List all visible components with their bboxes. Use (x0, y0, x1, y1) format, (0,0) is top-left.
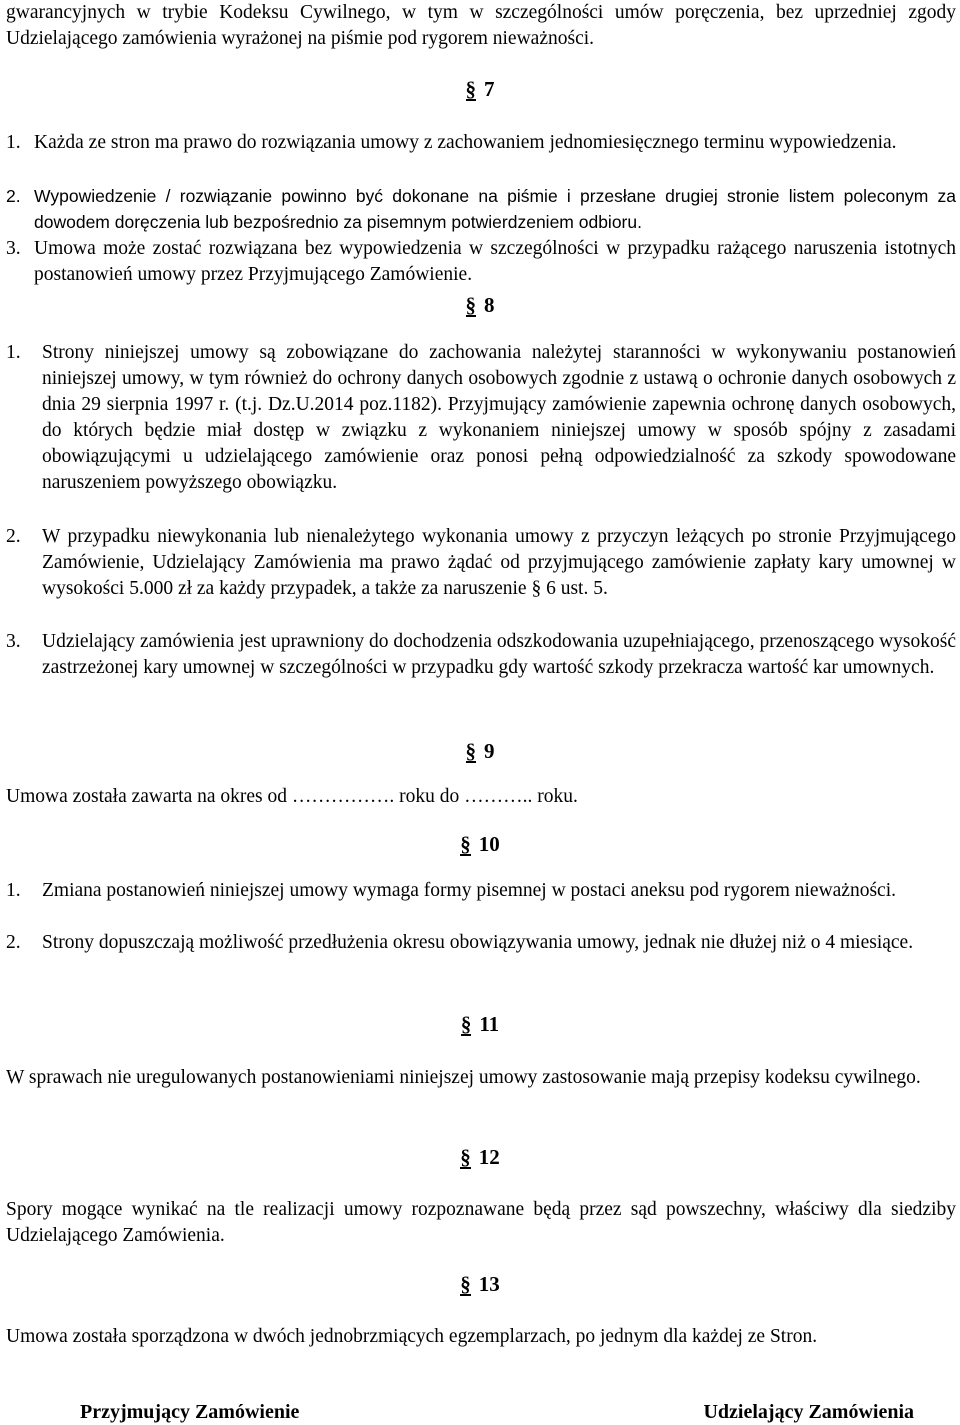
item-text: Udzielający zamówienia jest uprawniony do dochodzenia odszkodowania uzupełniającego, przenoszącego wysokość zastrzeżonej kary umownej w szczególności w przypadku gdy wartość szkody przekracza wartość kar umownych. (42, 631, 956, 678)
section-heading-8 (0, 292, 960, 318)
section-heading-7 (0, 76, 960, 102)
item-number: 1. (6, 342, 21, 363)
paragraph: Umowa została zawarta na okres od ……………. roku do ……….. roku. (6, 786, 578, 807)
item-text: Umowa może zostać rozwiązana bez wypowiedzenia w szczególności w przypadku rażącego naruszenia istotnych postanowień umowy przez Przyjmującego Zamówienie. (34, 238, 956, 285)
item-text: Strony dopuszczają możliwość przedłużenia okresu obowiązywania umowy, jednak nie dłużej niż o 4 miesiące. (42, 932, 914, 953)
item-text: Wypowiedzenie / rozwiązanie powinno być dokonane na piśmie i przesłane drugiej stronie listem poleconym za dowodem doręczenia lub bezpośrednio za pisemnym potwierdzeniem odbioru. (34, 186, 956, 232)
section-heading-10 (0, 831, 960, 857)
list-item (6, 629, 956, 681)
section-number: 13 (478, 1272, 500, 1296)
section-heading-13 (0, 1271, 960, 1297)
section-number: 12 (478, 1145, 500, 1169)
section-sign: § (460, 1272, 471, 1296)
section-heading-9 (0, 738, 960, 764)
list-item (6, 878, 956, 904)
paragraph: Spory mogące wynikać na tle realizacji umowy rozpoznawane będą przez sąd powszechny, właściwy dla siedziby Udzielającego Zamówienia. (6, 1199, 956, 1246)
item-number: 3. (6, 631, 21, 652)
list-item (6, 340, 956, 496)
section-heading-11 (0, 1011, 960, 1037)
intro-paragraph: gwarancyjnych w trybie Kodeksu Cywilnego, w tym w szczególności umów poręczenia, bez uprzedniej zgody Udzielającego zamówienia wyrażonej na piśmie pod rygorem nieważności. (6, 2, 956, 49)
section-sign: § (460, 1145, 471, 1169)
section-sign: § (465, 77, 476, 101)
item-text: Zmiana postanowień niniejszej umowy wymaga formy pisemnej w postaci aneksu pod rygorem nieważności. (42, 880, 896, 901)
section-heading-12 (0, 1144, 960, 1170)
item-text: W przypadku niewykonania lub nienależytego wykonania umowy z przyczyn leżących po stronie Przyjmującego Zamówienie, Udzielający Zamówienia ma prawo żądać od przyjmującego zamówienie zapłaty kary umownej w wysokości 5.000 zł za każdy przypadek, a także za naruszenie § 6 ust. 5. (42, 526, 956, 599)
list-item (6, 524, 956, 602)
list-item (6, 236, 956, 288)
item-number: 2. (6, 526, 21, 547)
section-number: 7 (484, 77, 495, 101)
item-text: Każda ze stron ma prawo do rozwiązania umowy z zachowaniem jednomiesięcznego terminu wypowiedzenia. (34, 132, 897, 153)
section-sign: § (460, 1012, 472, 1036)
section-sign: § (465, 293, 476, 317)
list-item (6, 930, 956, 956)
item-text: Strony niniejszej umowy są zobowiązane do zachowania należytej staranności w wykonywaniu postanowień niniejszej umowy, w tym również do ochrony danych osobowych zgodnie z ustawą o ochronie danych osobowych z dnia 29 sierpnia 1997 r. (t.j. Dz.U.2014 poz.1182). Przyjmujący zamówienie zapewnia ochronę danych osobowych, do których będzie miał dostęp w związku z wykonaniem niniejszej umowy w sposób spójny z zasadami obowiązującymi u udzielającego zamówienie oraz ponosi pełną odpowiedzialność za szkody spowodowane naruszeniem powyższego obowiązku. (42, 342, 956, 493)
section-number: 11 (479, 1012, 500, 1036)
item-number: 1. (6, 880, 21, 901)
signature-label-contractor: Przyjmujący Zamówienie (80, 1401, 300, 1423)
section-number: 8 (484, 293, 495, 317)
list-item (6, 183, 956, 235)
paragraph: W sprawach nie uregulowanych postanowieniami niniejszej umowy zastosowanie mają przepisy kodeksu cywilnego. (6, 1067, 921, 1088)
section-sign: § (460, 832, 471, 856)
signature-label-client: Udzielający Zamówienia (703, 1401, 914, 1423)
section-sign: § (465, 739, 476, 763)
section-number: 9 (484, 739, 495, 763)
item-number: 2. (6, 186, 21, 206)
item-number: 1. (6, 132, 21, 153)
section-number: 10 (478, 832, 500, 856)
paragraph: Umowa została sporządzona w dwóch jednobrzmiących egzemplarzach, po jednym dla każdej ze Stron. (6, 1326, 818, 1347)
item-number: 3. (6, 238, 21, 259)
list-item (6, 130, 956, 156)
item-number: 2. (6, 932, 21, 953)
